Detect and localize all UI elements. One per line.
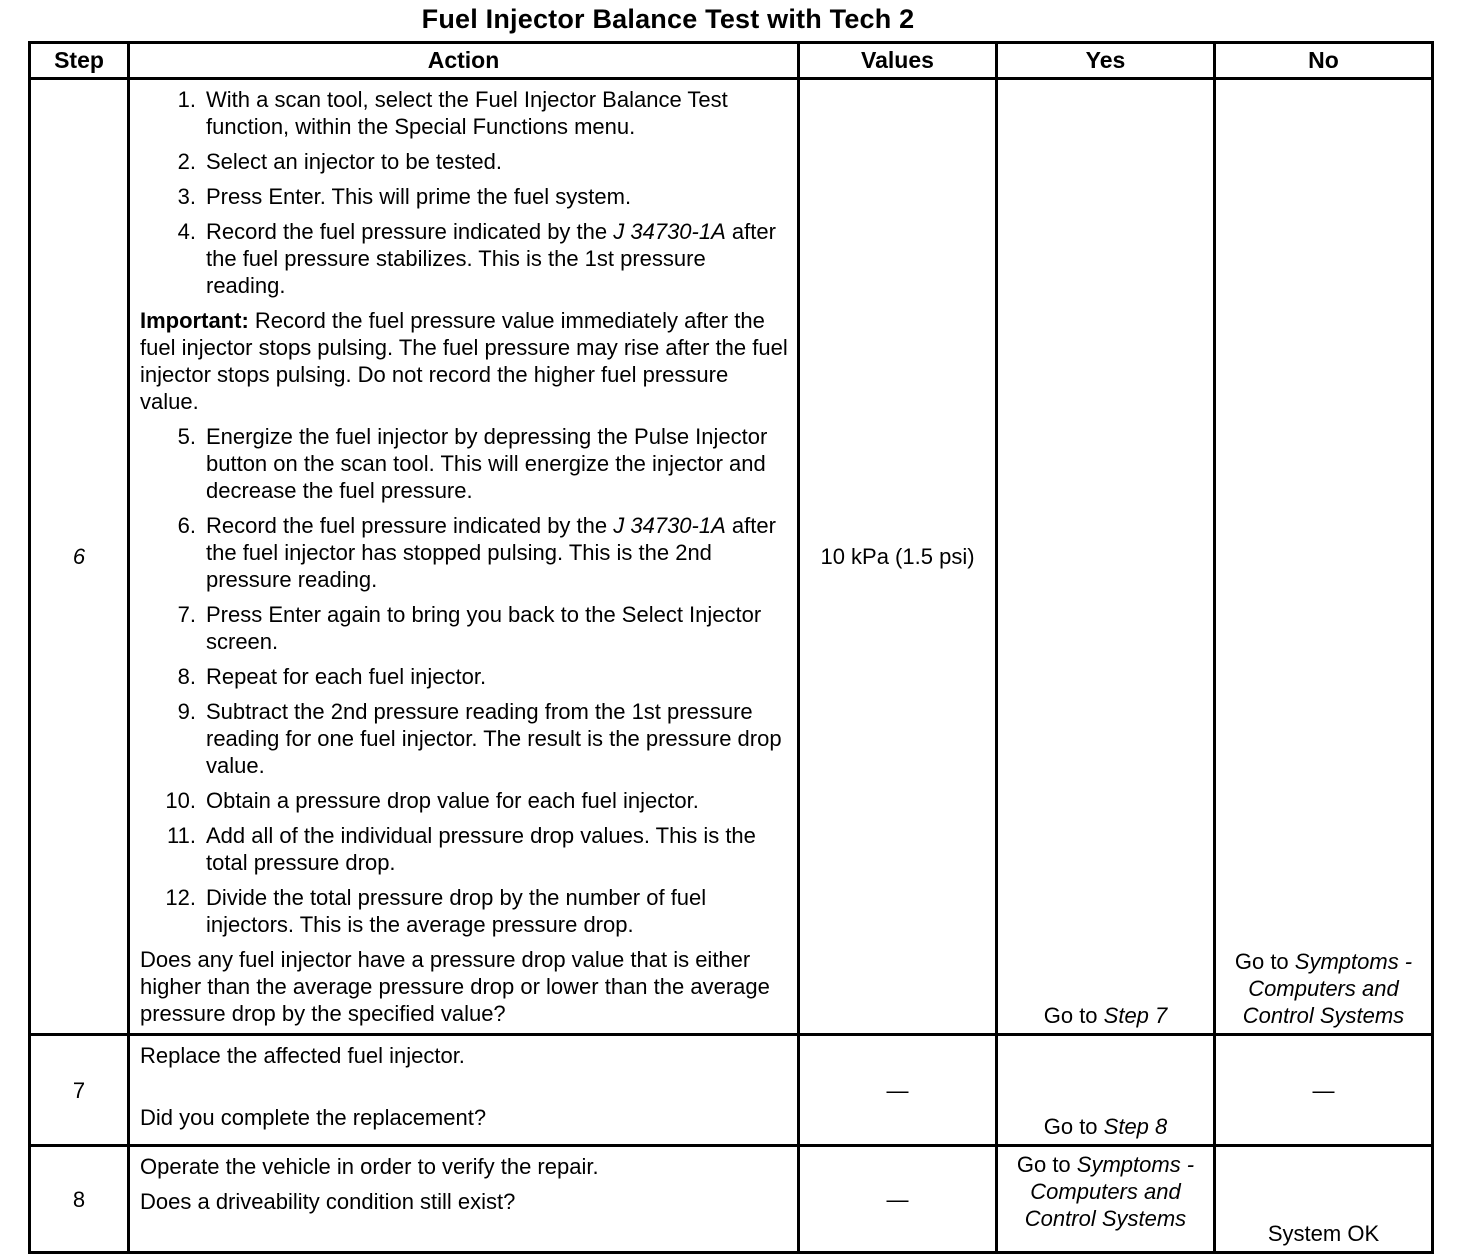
decision-question: Does any fuel injector have a pressure drop value that is either higher than the average pressure drop or lower than the average pressure drop by the specified value? <box>140 947 770 1026</box>
procedure-list <box>140 423 789 938</box>
link-target: Symptoms - Computers and Control Systems <box>1242 949 1413 1028</box>
system-ok-text: System OK <box>1267 1221 1380 1246</box>
yes-link[interactable] <box>1044 1113 1168 1144</box>
action-text: Replace the affected fuel injector. <box>140 1043 465 1068</box>
important-label: Important: <box>140 308 249 333</box>
list-text <box>206 218 789 299</box>
no-cell: — <box>1215 1035 1433 1146</box>
important-text: Record the fuel pressure value immediately after the fuel injector stops pulsing. The fuel pressure may rise after the fuel injector stops pulsing. Do not record the higher fuel pressure value. <box>140 308 788 414</box>
list-number: 8. <box>177 664 196 689</box>
list-item <box>140 787 789 814</box>
list-item <box>140 601 789 655</box>
link-target: Step 7 <box>1103 1003 1168 1028</box>
link-target: Step 8 <box>1103 1114 1168 1139</box>
link-target: Symptoms - Computers and Control Systems <box>1024 1152 1195 1231</box>
list-item <box>140 183 789 210</box>
step-number: 7 <box>30 1035 129 1146</box>
no-cell <box>1215 1146 1433 1253</box>
list-number: 11. <box>167 823 196 848</box>
list-item <box>140 512 789 593</box>
list-text: With a scan tool, select the Fuel Injector Balance Test function, within the Special Functions menu. <box>206 87 728 139</box>
decision-question: Does a driveability condition still exist? <box>140 1189 516 1214</box>
decision-question: Did you complete the replacement? <box>140 1105 487 1130</box>
list-text: Add all of the individual pressure drop values. This is the total pressure drop. <box>206 823 756 875</box>
list-text: Obtain a pressure drop value for each fuel injector. <box>206 788 699 813</box>
list-number: 6. <box>177 513 196 538</box>
list-number: 1. <box>177 87 196 112</box>
important-note <box>140 307 789 415</box>
list-text <box>206 512 789 593</box>
list-number: 2. <box>177 149 196 174</box>
list-text-part: after the fuel pressure stabilizes. This is the 1st pressure reading. <box>206 219 776 298</box>
action-text: Operate the vehicle in order to verify the repair. <box>140 1154 599 1179</box>
list-text: Press Enter. This will prime the fuel system. <box>206 184 632 209</box>
list-number: 5. <box>177 424 196 449</box>
list-text: Select an injector to be tested. <box>206 149 502 174</box>
table-row <box>30 1035 1433 1146</box>
list-number: 4. <box>177 219 196 244</box>
list-text: Subtract the 2nd pressure reading from the 1st pressure reading for one fuel injector. The result is the pressure drop value. <box>206 699 782 778</box>
list-number: 12. <box>165 885 196 910</box>
value-cell: 10 kPa (1.5 psi) <box>799 79 997 1035</box>
list-item <box>140 663 789 690</box>
list-item <box>140 423 789 504</box>
page-title: Fuel Injector Balance Test with Tech 2 <box>421 4 915 34</box>
list-text-part: Record the fuel pressure indicated by the <box>206 219 614 244</box>
list-text: Divide the total pressure drop by the number of fuel injectors. This is the average pressure drop. <box>206 885 707 937</box>
yes-link[interactable] <box>1044 1002 1168 1033</box>
list-item <box>140 822 789 876</box>
header-yes: Yes <box>997 43 1215 79</box>
yes-cell <box>997 1146 1215 1253</box>
list-text: Energize the fuel injector by depressing the Pulse Injector button on the scan tool. This will energize the injector and decrease the fuel pressure. <box>206 424 768 503</box>
link-prefix: Go to <box>1016 1152 1077 1177</box>
list-text: Repeat for each fuel injector. <box>206 664 487 689</box>
value-cell: — <box>799 1146 997 1253</box>
list-item <box>140 698 789 779</box>
step-number: 8 <box>30 1146 129 1253</box>
table-row <box>30 1146 1433 1253</box>
list-item <box>140 218 789 299</box>
link-prefix: Go to <box>1043 1003 1104 1028</box>
header-values: Values <box>799 43 997 79</box>
list-item <box>140 86 789 140</box>
tool-reference: J 34730-1A <box>613 219 726 244</box>
action-cell <box>129 1035 799 1146</box>
yes-cell <box>997 1035 1215 1146</box>
header-row <box>30 43 1433 79</box>
balance-test-table <box>28 41 1434 1254</box>
list-text: Press Enter again to bring you back to the Select Injector screen. <box>206 602 762 654</box>
list-number: 9. <box>177 699 196 724</box>
header-no: No <box>1215 43 1433 79</box>
yes-link[interactable] <box>998 1151 1213 1236</box>
no-link[interactable] <box>1216 948 1431 1033</box>
value-cell: — <box>799 1035 997 1146</box>
header-step: Step <box>30 43 129 79</box>
list-number: 3. <box>177 184 196 209</box>
action-cell <box>129 1146 799 1253</box>
no-cell <box>1215 79 1433 1035</box>
yes-cell <box>997 79 1215 1035</box>
list-item <box>140 148 789 175</box>
list-number: 10. <box>165 788 196 813</box>
list-number: 7. <box>177 602 196 627</box>
list-text-part: after the fuel injector has stopped pulsing. This is the 2nd pressure reading. <box>206 513 776 592</box>
link-prefix: Go to <box>1234 949 1295 974</box>
list-item <box>140 884 789 938</box>
action-cell <box>129 79 799 1035</box>
link-prefix: Go to <box>1043 1114 1104 1139</box>
header-action: Action <box>129 43 799 79</box>
tool-reference: J 34730-1A <box>613 513 726 538</box>
procedure-list <box>140 86 789 299</box>
table-row <box>30 79 1433 1035</box>
step-number: 6 <box>30 79 129 1035</box>
list-text-part: Record the fuel pressure indicated by the <box>206 513 614 538</box>
